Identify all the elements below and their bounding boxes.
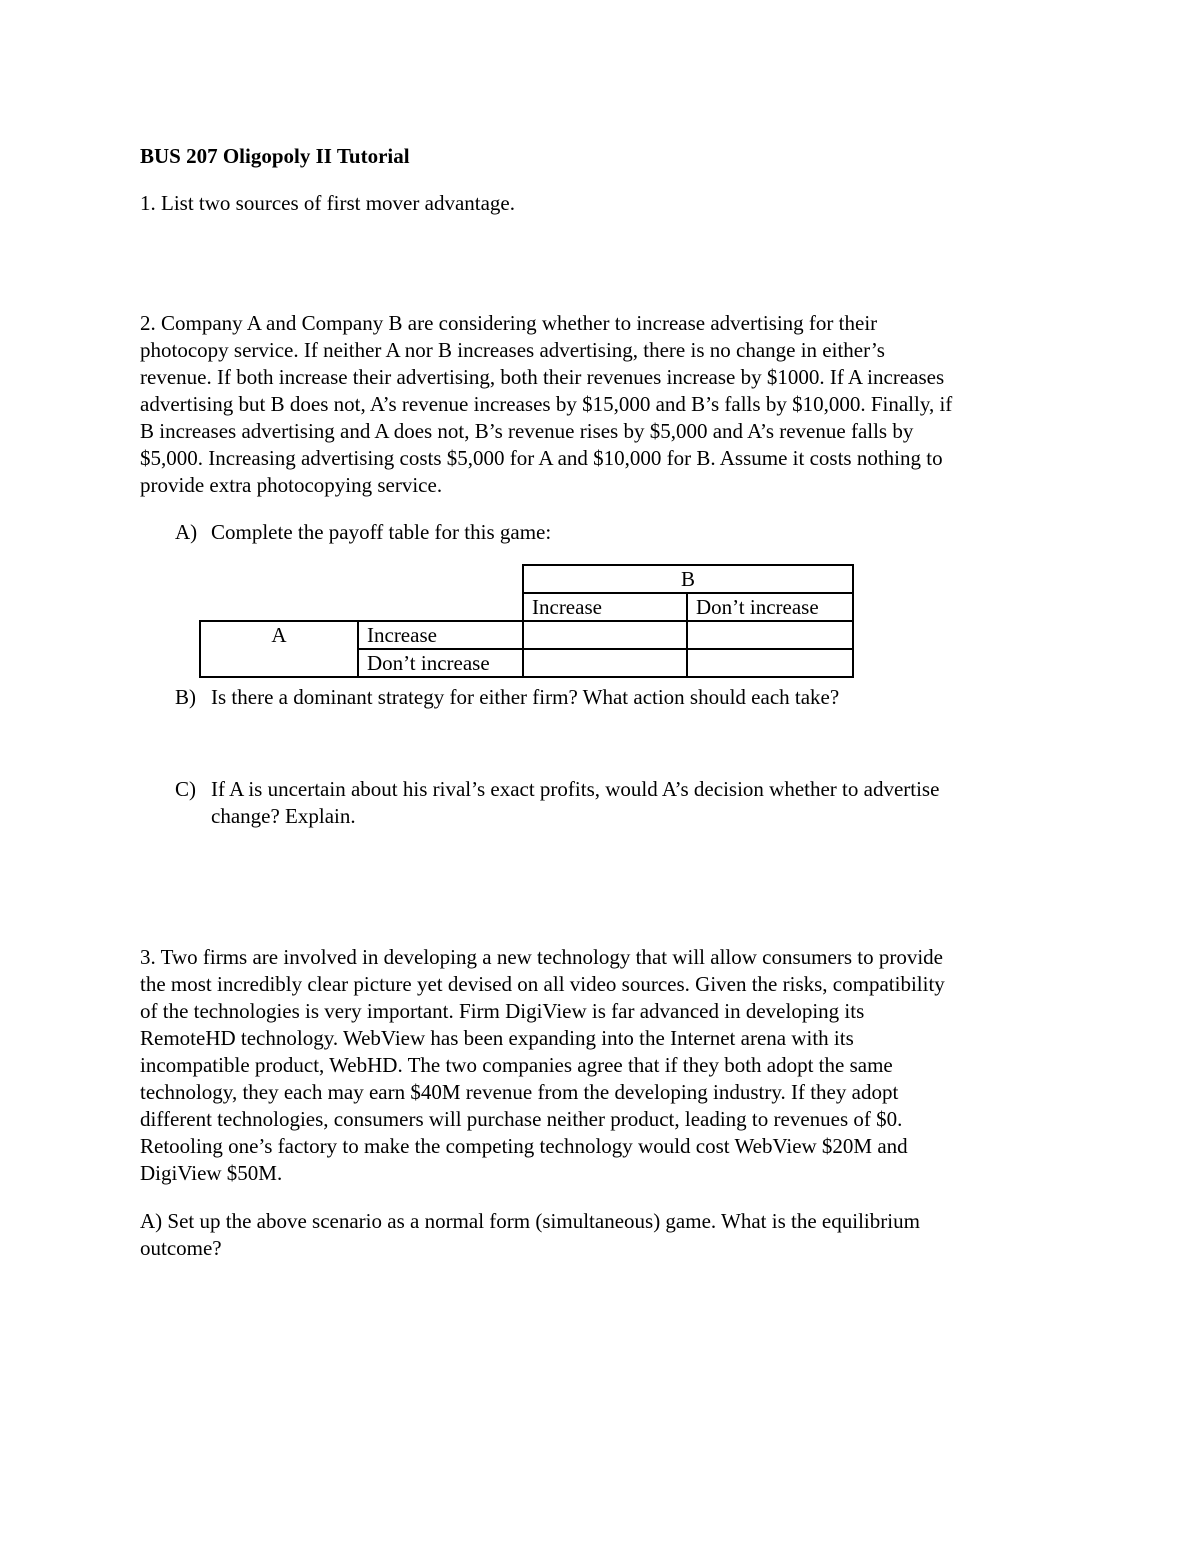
question-3-line: different technologies, consumers will purchase neither product, leading to revenues of $0. bbox=[140, 1107, 903, 1131]
question-3-line: the most incredibly clear picture yet devised on all video sources. Given the risks, compatibility bbox=[140, 972, 945, 996]
question-2-line: provide extra photocopying service. bbox=[140, 473, 443, 497]
question-3a-line: outcome? bbox=[140, 1236, 222, 1260]
question-3-line: incompatible product, WebHD. The two companies agree that if they both adopt the same bbox=[140, 1053, 893, 1077]
row-strategy-increase: Increase bbox=[358, 621, 523, 649]
question-2-line: revenue. If both increase their advertising, both their revenues increase by $1000. If A increases bbox=[140, 365, 945, 389]
empty-cell bbox=[358, 593, 523, 621]
question-3-line: technology, they each may earn $40M revenue from the developing industry. If they adopt bbox=[140, 1080, 899, 1104]
question-2c-text-continued: change? Explain. bbox=[211, 804, 356, 828]
question-2 bbox=[140, 310, 1065, 499]
question-2b bbox=[175, 684, 1045, 711]
payoff-table bbox=[199, 564, 854, 678]
row-player-label: A bbox=[200, 621, 358, 677]
question-1: 1. List two sources of first mover advantage. bbox=[140, 191, 515, 215]
question-2a bbox=[175, 519, 1045, 546]
question-3a-line: A) Set up the above scenario as a normal form (simultaneous) game. What is the equilibrium bbox=[140, 1209, 920, 1233]
payoff-cell bbox=[523, 649, 687, 677]
col-player-label: B bbox=[523, 565, 853, 593]
question-3a bbox=[140, 1208, 1065, 1262]
question-3-line: RemoteHD technology. WebView has been expanding into the Internet arena with its bbox=[140, 1026, 854, 1050]
question-3-line: 3. Two firms are involved in developing a new technology that will allow consumers to provide bbox=[140, 945, 943, 969]
question-2-line: 2. Company A and Company B are considering whether to increase advertising for their bbox=[140, 311, 878, 335]
question-3-line: Retooling one’s factory to make the competing technology would cost WebView $20M and bbox=[140, 1134, 908, 1158]
col-strategy-increase: Increase bbox=[523, 593, 687, 621]
payoff-cell bbox=[687, 649, 853, 677]
empty-cell bbox=[358, 565, 523, 593]
question-2c-label: C) bbox=[175, 777, 196, 801]
payoff-table-strategy-row bbox=[200, 593, 853, 621]
question-3 bbox=[140, 944, 1065, 1187]
row-strategy-dont-increase: Don’t increase bbox=[358, 649, 523, 677]
question-2c bbox=[175, 776, 1045, 830]
question-2c-text: If A is uncertain about his rival’s exact profits, would A’s decision whether to advertise bbox=[211, 777, 940, 801]
payoff-table-header-row bbox=[200, 565, 853, 593]
question-2-line: advertising but B does not, A’s revenue increases by $15,000 and B’s falls by $10,000. Finally, if bbox=[140, 392, 953, 416]
question-2-line: B increases advertising and A does not, B’s revenue rises by $5,000 and A’s revenue falls by bbox=[140, 419, 914, 443]
empty-cell bbox=[200, 565, 358, 593]
question-2a-text: Complete the payoff table for this game: bbox=[211, 520, 552, 544]
document-title: BUS 207 Oligopoly II Tutorial bbox=[140, 144, 410, 168]
payoff-cell bbox=[687, 621, 853, 649]
question-2a-label: A) bbox=[175, 520, 198, 544]
payoff-table-row-increase bbox=[200, 621, 853, 649]
payoff-cell bbox=[523, 621, 687, 649]
question-2-line: photocopy service. If neither A nor B increases advertising, there is no change in either’s bbox=[140, 338, 885, 362]
empty-cell bbox=[200, 593, 358, 621]
col-strategy-dont-increase: Don’t increase bbox=[687, 593, 853, 621]
question-3-line: DigiView $50M. bbox=[140, 1161, 283, 1185]
question-2-line: $5,000. Increasing advertising costs $5,000 for A and $10,000 for B. Assume it costs nothing to bbox=[140, 446, 943, 470]
question-2b-text: Is there a dominant strategy for either firm? What action should each take? bbox=[211, 685, 840, 709]
question-2b-label: B) bbox=[175, 685, 196, 709]
question-3-line: of the technologies is very important. Firm DigiView is far advanced in developing its bbox=[140, 999, 865, 1023]
